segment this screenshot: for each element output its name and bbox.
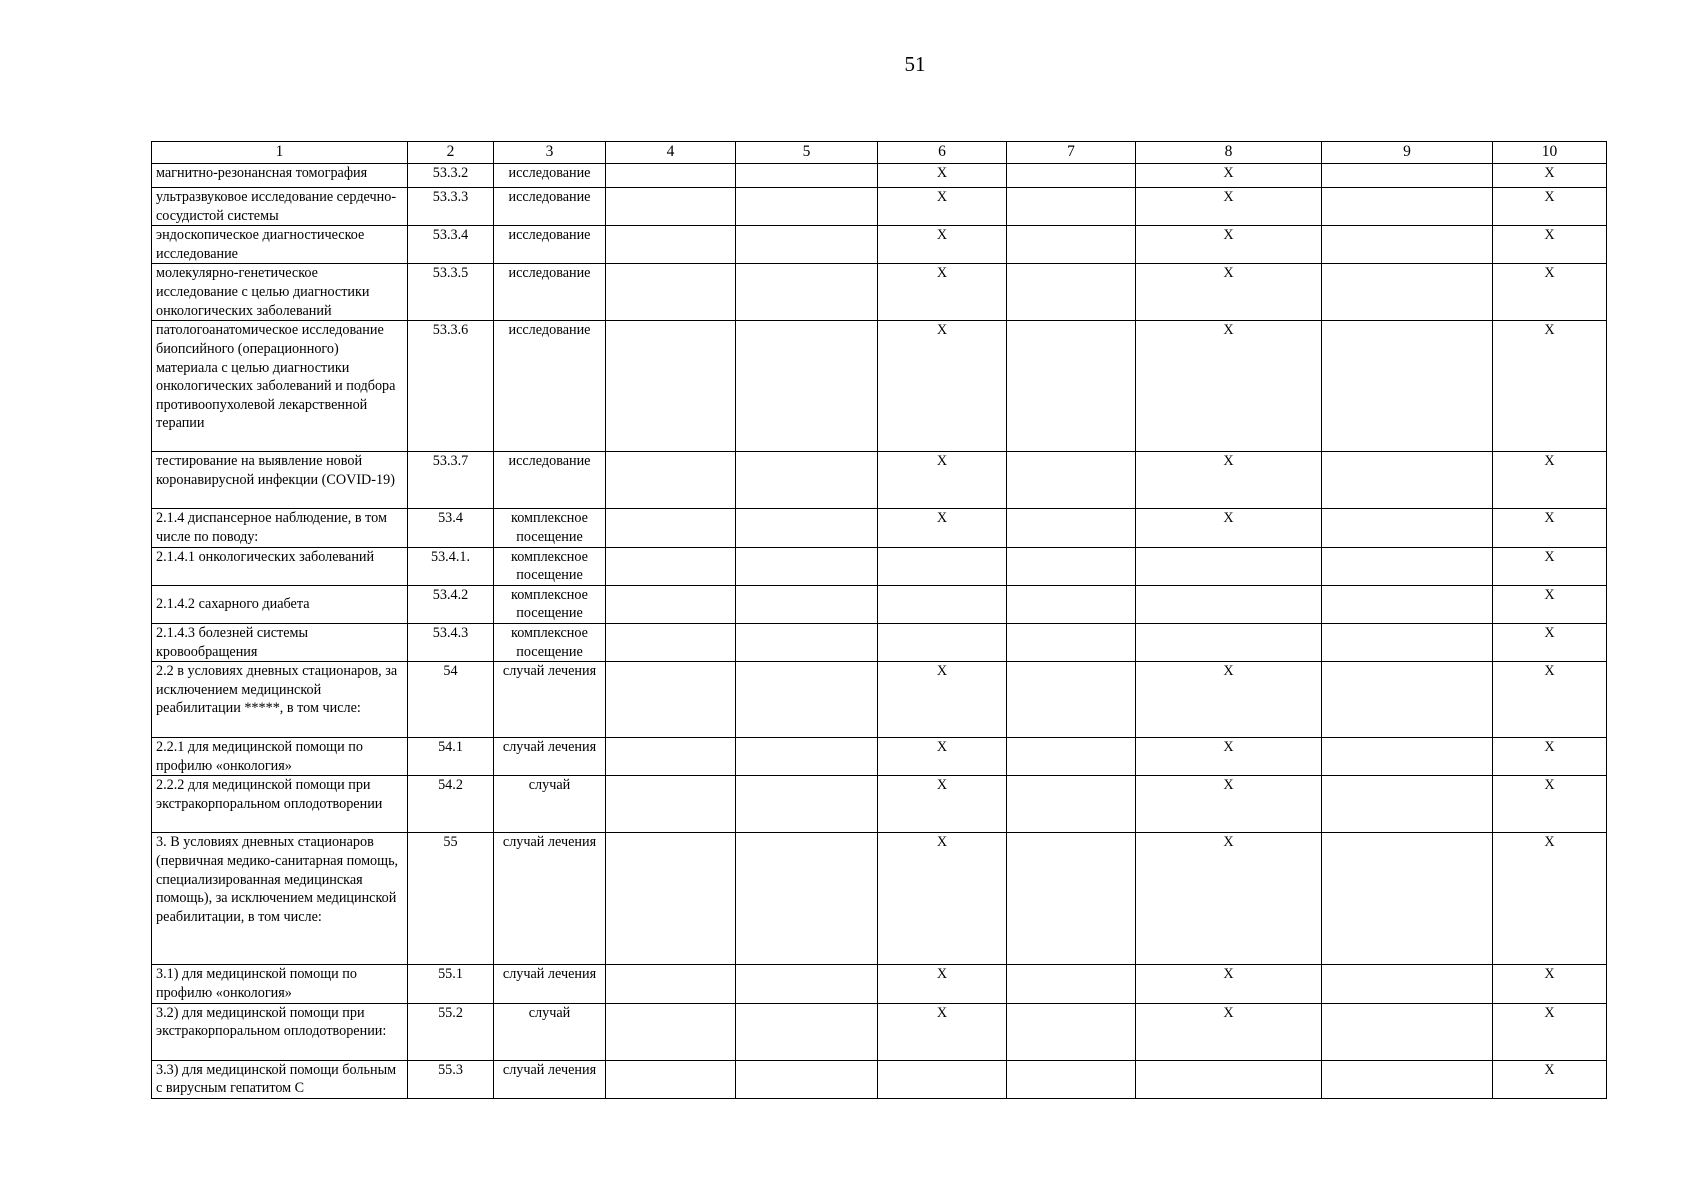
empty-cell: [606, 321, 736, 452]
row-unit: исследование: [494, 452, 606, 509]
empty-cell: [736, 547, 878, 585]
empty-cell: [606, 738, 736, 776]
empty-cell: [1007, 509, 1136, 547]
empty-cell: [1322, 776, 1493, 833]
row-name: молекулярно-генетическое исследование с целью диагностики онкологических заболеваний: [152, 264, 408, 321]
row-code: 55.3: [408, 1060, 494, 1098]
column-header: 8: [1136, 142, 1322, 164]
row-name: тестирование на выявление новой коронавирусной инфекции (COVID-19): [152, 452, 408, 509]
table-row: [152, 164, 1607, 188]
empty-cell: [1007, 164, 1136, 188]
empty-cell: [1322, 662, 1493, 738]
empty-cell: [1322, 164, 1493, 188]
col8-mark: X: [1136, 188, 1322, 226]
column-header: 1: [152, 142, 408, 164]
empty-cell: [1007, 321, 1136, 452]
column-header: 3: [494, 142, 606, 164]
col8-mark: X: [1136, 1003, 1322, 1060]
col8-mark: X: [1136, 662, 1322, 738]
col10-mark: X: [1493, 965, 1607, 1003]
col10-mark: X: [1493, 509, 1607, 547]
col10-mark: X: [1493, 226, 1607, 264]
empty-cell: [1007, 547, 1136, 585]
row-unit: случай лечения: [494, 1060, 606, 1098]
col10-mark: X: [1493, 188, 1607, 226]
col8-mark: X: [1136, 833, 1322, 965]
empty-cell: [736, 188, 878, 226]
col8-mark: X: [1136, 226, 1322, 264]
table-row: [152, 776, 1607, 833]
empty-cell: [1322, 738, 1493, 776]
row-name: 2.1.4.2 сахарного диабета: [152, 585, 408, 623]
col6-mark: [878, 585, 1007, 623]
services-table: [151, 141, 1607, 1099]
empty-cell: [736, 776, 878, 833]
empty-cell: [1322, 264, 1493, 321]
column-header: 4: [606, 142, 736, 164]
col10-mark: X: [1493, 662, 1607, 738]
empty-cell: [736, 1060, 878, 1098]
col10-mark: X: [1493, 585, 1607, 623]
empty-cell: [606, 264, 736, 321]
empty-cell: [606, 833, 736, 965]
empty-cell: [736, 509, 878, 547]
col10-mark: X: [1493, 738, 1607, 776]
empty-cell: [736, 623, 878, 661]
empty-cell: [1322, 321, 1493, 452]
empty-cell: [606, 965, 736, 1003]
row-code: 53.3.7: [408, 452, 494, 509]
row-code: 54.2: [408, 776, 494, 833]
col10-mark: X: [1493, 547, 1607, 585]
col8-mark: X: [1136, 509, 1322, 547]
col6-mark: X: [878, 776, 1007, 833]
col6-mark: X: [878, 1003, 1007, 1060]
empty-cell: [606, 662, 736, 738]
empty-cell: [1322, 623, 1493, 661]
row-name: 2.2.1 для медицинской помощи по профилю «онкология»: [152, 738, 408, 776]
row-name: 2.2 в условиях дневных стационаров, за исключением медицинской реабилитации *****, в том числе:: [152, 662, 408, 738]
table-row: [152, 833, 1607, 965]
col10-mark: X: [1493, 264, 1607, 321]
col8-mark: [1136, 1060, 1322, 1098]
empty-cell: [1007, 264, 1136, 321]
empty-cell: [606, 776, 736, 833]
row-name: 2.1.4.3 болезней системы кровообращения: [152, 623, 408, 661]
empty-cell: [1322, 1003, 1493, 1060]
empty-cell: [606, 188, 736, 226]
col10-mark: X: [1493, 321, 1607, 452]
column-header: 5: [736, 142, 878, 164]
empty-cell: [1322, 1060, 1493, 1098]
col8-mark: X: [1136, 321, 1322, 452]
col8-mark: X: [1136, 965, 1322, 1003]
row-unit: случай: [494, 1003, 606, 1060]
empty-cell: [606, 623, 736, 661]
row-unit: случай лечения: [494, 833, 606, 965]
table-row: [152, 623, 1607, 661]
empty-cell: [606, 509, 736, 547]
empty-cell: [606, 585, 736, 623]
col8-mark: [1136, 585, 1322, 623]
table-row: [152, 1060, 1607, 1098]
empty-cell: [1322, 833, 1493, 965]
empty-cell: [736, 585, 878, 623]
row-code: 55: [408, 833, 494, 965]
col6-mark: [878, 1060, 1007, 1098]
table-row: [152, 965, 1607, 1003]
row-name: патологоанатомическое исследование биопсийного (операционного) материала с целью диагностики онкологических заболеваний и подбора противоопухолевой лекарственной терапии: [152, 321, 408, 452]
row-unit: случай: [494, 776, 606, 833]
row-unit: случай лечения: [494, 965, 606, 1003]
row-unit: исследование: [494, 321, 606, 452]
empty-cell: [1322, 452, 1493, 509]
col6-mark: X: [878, 662, 1007, 738]
column-header: 6: [878, 142, 1007, 164]
row-name: эндоскопическое диагностическое исследование: [152, 226, 408, 264]
empty-cell: [1007, 833, 1136, 965]
empty-cell: [736, 1003, 878, 1060]
empty-cell: [1322, 547, 1493, 585]
col10-mark: X: [1493, 1060, 1607, 1098]
row-code: 54.1: [408, 738, 494, 776]
empty-cell: [736, 226, 878, 264]
row-code: 53.3.3: [408, 188, 494, 226]
row-name: магнитно-резонансная томография: [152, 164, 408, 188]
table-row: [152, 321, 1607, 452]
empty-cell: [1007, 662, 1136, 738]
row-code: 53.4: [408, 509, 494, 547]
column-header: 7: [1007, 142, 1136, 164]
row-code: 53.4.3: [408, 623, 494, 661]
col10-mark: X: [1493, 833, 1607, 965]
row-unit: комплексное посещение: [494, 623, 606, 661]
empty-cell: [1322, 188, 1493, 226]
empty-cell: [736, 321, 878, 452]
empty-cell: [736, 833, 878, 965]
col6-mark: X: [878, 264, 1007, 321]
row-code: 53.4.2: [408, 585, 494, 623]
table-row: [152, 509, 1607, 547]
empty-cell: [736, 264, 878, 321]
col6-mark: X: [878, 226, 1007, 264]
table-row: [152, 1003, 1607, 1060]
empty-cell: [606, 1003, 736, 1060]
col8-mark: [1136, 623, 1322, 661]
row-name: 3.1) для медицинской помощи по профилю «онкология»: [152, 965, 408, 1003]
row-code: 53.3.2: [408, 164, 494, 188]
row-name: 2.1.4 диспансерное наблюдение, в том числе по поводу:: [152, 509, 408, 547]
col10-mark: X: [1493, 623, 1607, 661]
col6-mark: X: [878, 164, 1007, 188]
row-unit: исследование: [494, 164, 606, 188]
table-row: [152, 738, 1607, 776]
empty-cell: [1007, 585, 1136, 623]
empty-cell: [1322, 509, 1493, 547]
row-unit: комплексное посещение: [494, 509, 606, 547]
table-row: [152, 585, 1607, 623]
col6-mark: X: [878, 833, 1007, 965]
col10-mark: X: [1493, 452, 1607, 509]
col8-mark: X: [1136, 264, 1322, 321]
row-name: 3. В условиях дневных стационаров (первичная медико-санитарная помощь, специализированная медицинская помощь), за исключением медицинской реабилитации, в том числе:: [152, 833, 408, 965]
row-name: 2.2.2 для медицинской помощи при экстракорпоральном оплодотворении: [152, 776, 408, 833]
col8-mark: X: [1136, 776, 1322, 833]
col8-mark: X: [1136, 164, 1322, 188]
empty-cell: [736, 452, 878, 509]
row-code: 53.3.6: [408, 321, 494, 452]
table-row: [152, 226, 1607, 264]
empty-cell: [1007, 1060, 1136, 1098]
empty-cell: [1322, 965, 1493, 1003]
col8-mark: X: [1136, 452, 1322, 509]
row-name: 3.3) для медицинской помощи больным с вирусным гепатитом С: [152, 1060, 408, 1098]
row-unit: исследование: [494, 264, 606, 321]
row-code: 53.3.5: [408, 264, 494, 321]
col6-mark: X: [878, 738, 1007, 776]
col6-mark: X: [878, 509, 1007, 547]
empty-cell: [736, 965, 878, 1003]
column-number-row: [152, 142, 1607, 164]
column-header: 9: [1322, 142, 1493, 164]
col8-mark: X: [1136, 738, 1322, 776]
col6-mark: X: [878, 321, 1007, 452]
empty-cell: [606, 164, 736, 188]
col8-mark: [1136, 547, 1322, 585]
empty-cell: [1007, 965, 1136, 1003]
row-name: 3.2) для медицинской помощи при экстракорпоральном оплодотворении:: [152, 1003, 408, 1060]
empty-cell: [736, 164, 878, 188]
empty-cell: [606, 547, 736, 585]
empty-cell: [736, 662, 878, 738]
column-header: 10: [1493, 142, 1607, 164]
empty-cell: [1007, 188, 1136, 226]
column-header: 2: [408, 142, 494, 164]
page-number: 51: [904, 52, 926, 76]
row-unit: комплексное посещение: [494, 547, 606, 585]
row-unit: случай лечения: [494, 662, 606, 738]
empty-cell: [736, 738, 878, 776]
empty-cell: [1007, 226, 1136, 264]
col6-mark: X: [878, 965, 1007, 1003]
table-row: [152, 452, 1607, 509]
row-code: 55.1: [408, 965, 494, 1003]
col6-mark: X: [878, 188, 1007, 226]
col6-mark: X: [878, 452, 1007, 509]
row-unit: комплексное посещение: [494, 585, 606, 623]
empty-cell: [606, 452, 736, 509]
row-unit: исследование: [494, 226, 606, 264]
col6-mark: [878, 623, 1007, 661]
table-row: [152, 264, 1607, 321]
row-code: 53.4.1.: [408, 547, 494, 585]
empty-cell: [606, 1060, 736, 1098]
row-code: 53.3.4: [408, 226, 494, 264]
row-code: 54: [408, 662, 494, 738]
empty-cell: [1007, 738, 1136, 776]
table-row: [152, 662, 1607, 738]
row-unit: случай лечения: [494, 738, 606, 776]
col10-mark: X: [1493, 1003, 1607, 1060]
table-row: [152, 188, 1607, 226]
row-code: 55.2: [408, 1003, 494, 1060]
empty-cell: [1322, 226, 1493, 264]
row-unit: исследование: [494, 188, 606, 226]
col10-mark: X: [1493, 164, 1607, 188]
col10-mark: X: [1493, 776, 1607, 833]
col6-mark: [878, 547, 1007, 585]
empty-cell: [1007, 452, 1136, 509]
table-row: [152, 547, 1607, 585]
row-name: ультразвуковое исследование сердечно-сосудистой системы: [152, 188, 408, 226]
empty-cell: [1007, 776, 1136, 833]
empty-cell: [1322, 585, 1493, 623]
empty-cell: [1007, 623, 1136, 661]
empty-cell: [1007, 1003, 1136, 1060]
empty-cell: [606, 226, 736, 264]
row-name: 2.1.4.1 онкологических заболеваний: [152, 547, 408, 585]
